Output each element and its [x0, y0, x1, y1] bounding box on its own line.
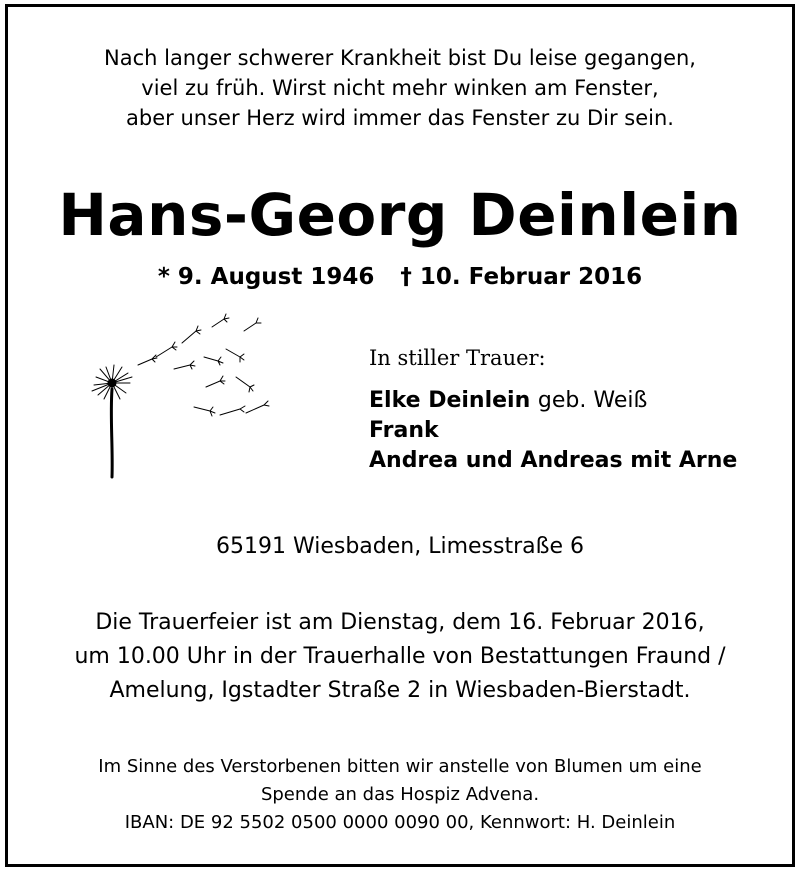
- mourner-entry: [369, 446, 789, 476]
- mourner-entry: [369, 416, 789, 446]
- death-date: † 10. Februar 2016: [400, 264, 643, 290]
- donation-info: [8, 753, 792, 837]
- poem-line: Nach langer schwerer Krankheit bist Du leise gegangen,: [104, 46, 696, 70]
- ceremony-line: um 10.00 Uhr in der Trauerhalle von Bestattungen Fraund /: [74, 644, 726, 669]
- mourner-name: Frank: [369, 418, 439, 443]
- poem-line: aber unser Herz wird immer das Fenster zu Dir sein.: [126, 106, 674, 130]
- donation-line: IBAN: DE 92 5502 0500 0000 0090 00, Kennwort: H. Deinlein: [124, 812, 676, 833]
- life-dates: [8, 261, 792, 293]
- donation-line: Im Sinne des Verstorbenen bitten wir anstelle von Blumen um eine: [98, 756, 702, 777]
- ceremony-line: Die Trauerfeier ist am Dienstag, dem 16. Februar 2016,: [95, 610, 705, 635]
- ceremony-line: Amelung, Igstadter Straße 2 in Wiesbaden-Bierstadt.: [109, 678, 691, 703]
- mourner-note: geb. Weiß: [537, 388, 648, 413]
- obituary-notice: [5, 4, 795, 867]
- mourners-heading: In stiller Trauer:: [369, 346, 546, 370]
- ceremony-info: [8, 606, 792, 708]
- birth-date: * 9. August 1946: [157, 264, 375, 290]
- mourners-block: [369, 343, 789, 476]
- address: 65191 Wiesbaden, Limesstraße 6: [215, 534, 585, 559]
- poem: [8, 43, 792, 133]
- mourner-entry: [369, 386, 789, 416]
- deceased-name: Hans-Georg Deinlein: [58, 181, 742, 249]
- mourner-name: Elke Deinlein: [369, 388, 531, 413]
- poem-line: viel zu früh. Wirst nicht mehr winken am Fenster,: [141, 76, 659, 100]
- dandelion-icon: [86, 307, 276, 479]
- mourner-name: Andrea und Andreas mit Arne: [369, 448, 738, 473]
- donation-line: Spende an das Hospiz Advena.: [260, 784, 540, 805]
